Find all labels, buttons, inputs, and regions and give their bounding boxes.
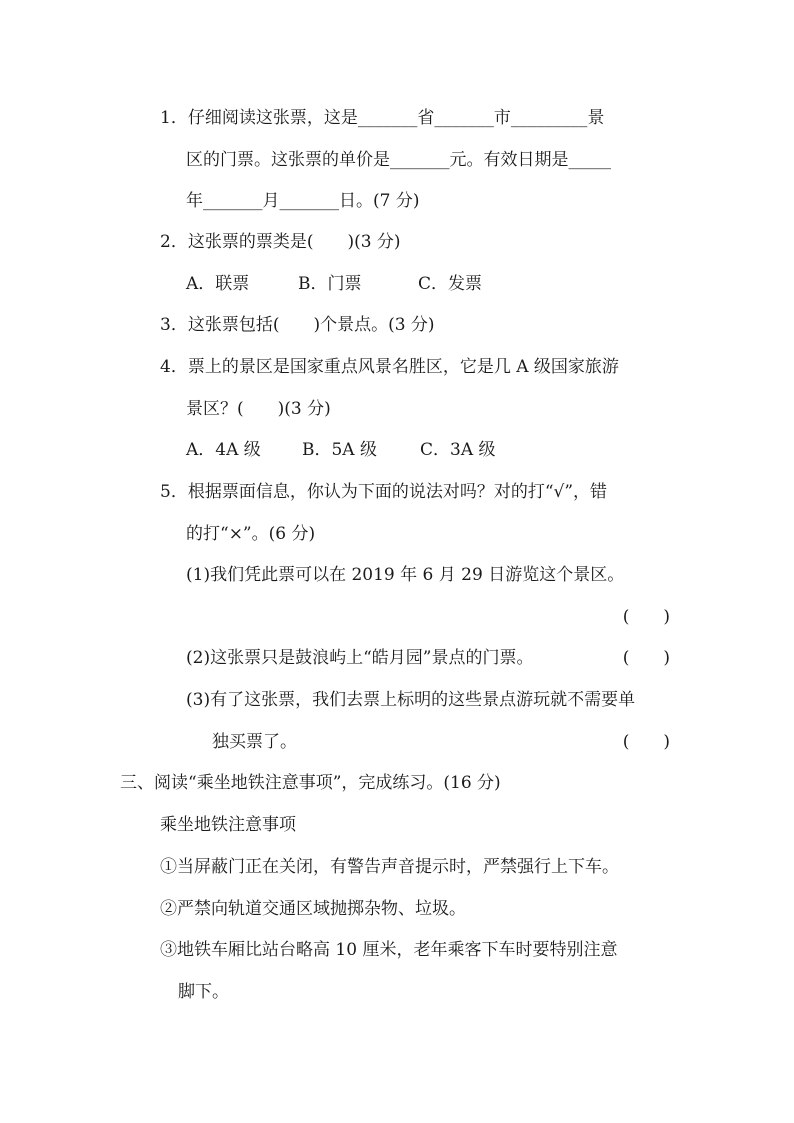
q1-line1: 1．仔细阅读这张票，这是_______省_______市_________景 [160, 108, 605, 128]
section3-rule3-line2: 脚下。 [178, 982, 229, 1002]
q4-line2: 景区？( )(3 分) [186, 399, 331, 419]
q5-item3-answer-paren: ( ) [622, 732, 670, 752]
q2-option-a: A．联票 [186, 274, 250, 294]
section3-passage-title: 乘坐地铁注意事项 [160, 815, 296, 835]
q5-line1: 5．根据票面信息，你认为下面的说法对吗？对的打“√”，错 [160, 482, 608, 502]
section3-rule2: ②严禁向轨道交通区域抛掷杂物、垃圾。 [160, 899, 466, 919]
q4-option-a: A．4A 级 [186, 440, 261, 460]
q4-option-c: C．3A 级 [420, 440, 496, 460]
q5-item2-answer-paren: ( ) [622, 648, 670, 668]
q5-item1-answer-paren: ( ) [622, 607, 670, 627]
section3-rule1: ①当屏蔽门正在关闭，有警告声音提示时，严禁强行上下车。 [160, 857, 619, 877]
q5-line2: 的打“×”。(6 分) [186, 524, 316, 544]
q2-option-c: C．发票 [418, 274, 483, 294]
q5-item2: (2)这张票只是鼓浪屿上“皓月园”景点的门票。 [186, 648, 534, 668]
q2-stem: 2．这张票的票类是( )(3 分) [160, 232, 401, 252]
q5-item1: (1)我们凭此票可以在 2019 年 6 月 29 日游览这个景区。 [186, 565, 625, 585]
q1-line2: 区的门票。这张票的单价是_______元。有效日期是_____ [186, 150, 611, 170]
q4-option-b: B．5A 级 [302, 440, 377, 460]
section3-rule3-line1: ③地铁车厢比站台略高 10 厘米，老年乘客下车时要特别注意 [160, 940, 618, 960]
q5-item3-line1: (3)有了这张票，我们去票上标明的这些景点游玩就不需要单 [186, 690, 636, 710]
q5-item3-line2: 独买票了。 [212, 732, 297, 752]
section3-heading: 三、阅读“乘坐地铁注意事项”，完成练习。(16 分) [120, 773, 501, 793]
q4-line1: 4．票上的景区是国家重点风景名胜区，它是几 A 级国家旅游 [160, 357, 619, 377]
q1-line3: 年_______月_______日。(7 分) [186, 191, 420, 211]
q3-stem: 3．这张票包括( )个景点。(3 分) [160, 315, 435, 335]
q2-option-b: B．门票 [298, 274, 362, 294]
